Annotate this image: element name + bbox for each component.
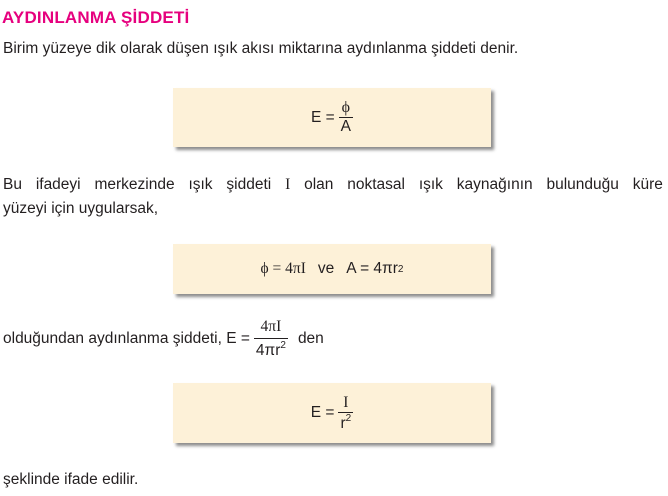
paragraph-line-2: yüzeyi için uygularsak, [3, 200, 159, 217]
denominator-exponent: 2 [280, 340, 286, 351]
conclusion-paragraph: şeklinde ifade edilir. [3, 471, 139, 488]
area-exponent: 2 [397, 263, 404, 275]
word: kaynağının [456, 176, 533, 193]
conjunction-ve: ve [317, 260, 335, 277]
denominator-4pi-r: 4πr [255, 342, 281, 359]
derivation-text: olduğundan aydınlanma şiddeti, E = [3, 330, 250, 347]
numerator-4pi-i: 4πI [260, 318, 282, 335]
word: merkezinde [94, 176, 175, 193]
definition-paragraph: Birim yüzeye dik olarak düşen ışık akısı miktarına aydınlanma şiddeti denir. [3, 40, 519, 57]
word: olan [304, 176, 334, 193]
word: küre [632, 176, 663, 193]
flux-expression: ϕ = 4πI [260, 260, 306, 277]
fraction-intensity-over-sphere [254, 318, 288, 360]
formula-lhs: E = [310, 108, 335, 126]
derivation-suffix: den [297, 330, 324, 347]
area-expression: A = 4πr [346, 260, 398, 277]
word: ışık [188, 176, 213, 193]
formula-box-illuminance [173, 88, 491, 147]
derivation-line [3, 312, 324, 366]
numerator-flux: ϕ [341, 99, 351, 116]
word: ışık [418, 176, 443, 193]
application-paragraph [3, 173, 663, 221]
fraction-bar [254, 338, 288, 339]
formula-box-result [173, 383, 491, 443]
word: Bu [3, 176, 22, 193]
word: ifadeyi [35, 176, 81, 193]
fraction-flux-over-area [339, 99, 353, 136]
denominator-r: r [340, 414, 346, 432]
denominator-exponent: 2 [345, 412, 352, 424]
paragraph-line-1 [3, 173, 663, 197]
word: noktasal [347, 176, 405, 193]
fraction-i-over-r-squared [338, 394, 353, 433]
formula-box-flux-area [173, 244, 491, 294]
numerator-intensity: I [343, 393, 349, 411]
formula-lhs: E = [310, 404, 335, 421]
word: bulunduğu [546, 176, 619, 193]
denominator-area: A [340, 118, 352, 135]
section-heading: AYDINLANMA ŞİDDETİ [2, 8, 190, 27]
word: şiddeti [226, 176, 272, 193]
word-intensity-symbol: I [285, 176, 291, 193]
